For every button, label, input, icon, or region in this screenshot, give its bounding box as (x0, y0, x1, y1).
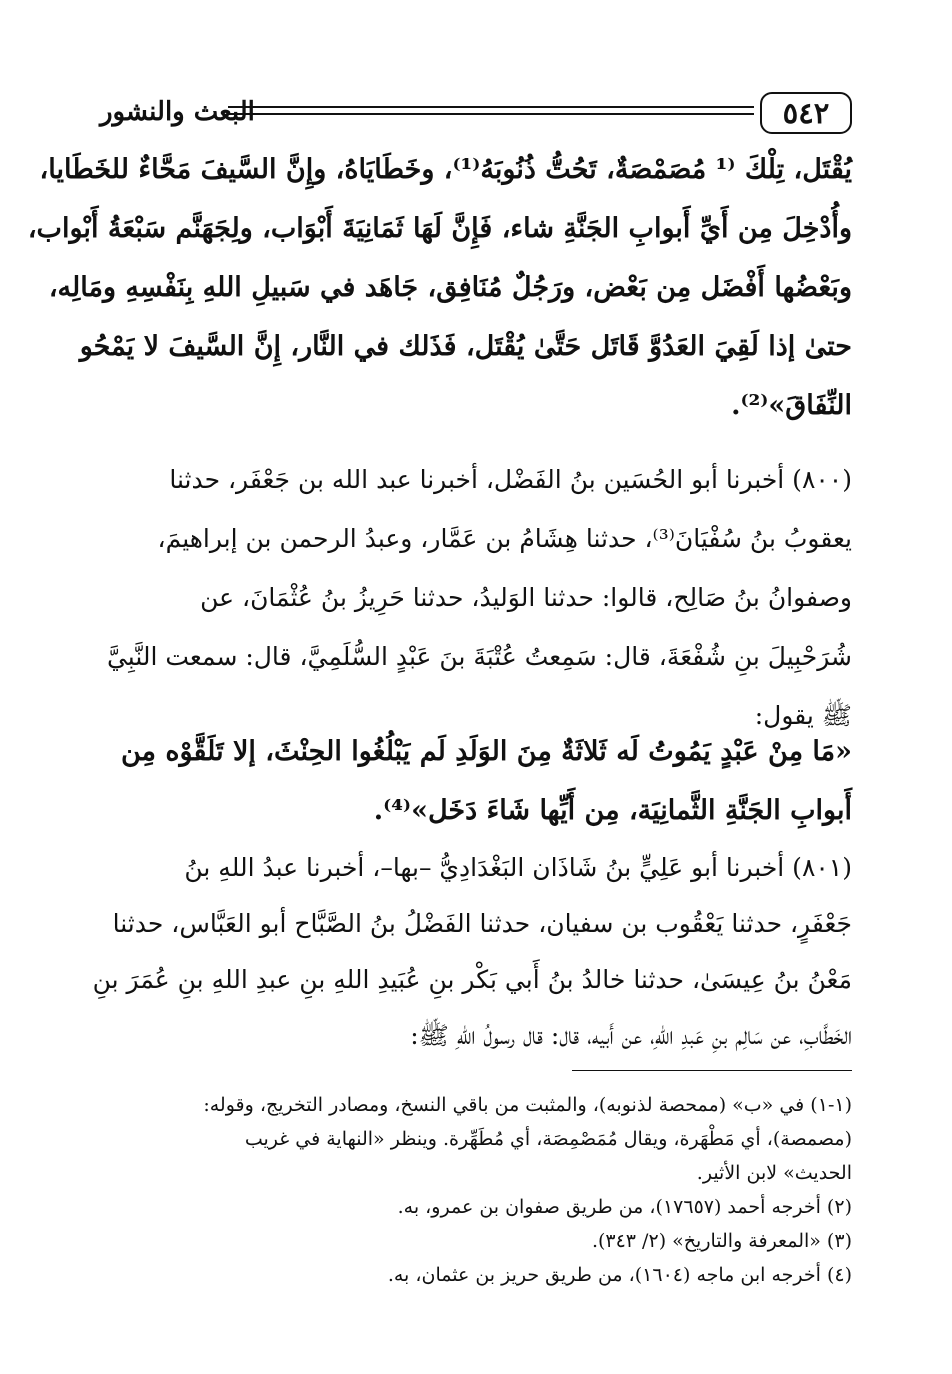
text-line: حتىٰ إذا لَقِيَ العَدُوَّ قَاتَل حَتَّىٰ يُقْتَل، فَذَلك في النَّار، إِنَّ السَّيفَ لا يَمْحُو (79, 331, 852, 362)
page-header (100, 92, 852, 136)
text-line: (٨٠١) أخبرنا أبو عَلِيٍّ بنُ شَاذَان البَغْدَادِيُّ –بها–، أخبرنا عبدُ اللهِ بنُ (184, 853, 852, 882)
text-line: يُقْتَل، تِلْكَ ⁽¹ مُصَمْصَةٌ، تَحُتُّ ذُنُوبَهُ⁽¹⁾، وخَطَايَاهُ، وإِنَّ السَّيفَ مَحَّاءٌ للخَطَايا، (39, 154, 852, 185)
paragraph-hadith-end (27, 140, 852, 435)
running-title: البعث والنشور (100, 97, 255, 127)
paragraph-hadith-800 (100, 722, 852, 840)
footnote-separator (572, 1070, 852, 1071)
footnote-line: (٣) «المعرفة والتاريخ» (٢/ ٣٤٣). (591, 1230, 852, 1252)
text-line: وأُدْخِلَ مِن أَيِّ أَبوابِ الجَنَّةِ شاء، فَإِنَّ لَهَا ثَمَانِيَةَ أَبْوَاب، ولِجَهَنَّم سَبْعَةُ أَبْواب، (27, 213, 852, 244)
text-line: (٨٠٠) أخبرنا أبو الحُسَين بنُ الفَضْل، أخبرنا عبد الله بن جَعْفَر، حدثنا (169, 465, 852, 494)
text-line: وصفوانُ بنُ صَالِح، قالوا: حدثنا الوَليدُ، حدثنا حَرِيزُ بنُ عُثْمَانَ، عن (200, 583, 852, 612)
header-rule (228, 106, 754, 115)
text-line: النِّفَاقَ»⁽²⁾. (731, 390, 852, 421)
text-line: «مَا مِنْ عَبْدٍ يَمُوتُ لَه ثَلاثَةٌ مِنَ الوَلَدِ لَم يَبْلُغُوا الحِنْثَ، إلا تَلَقَّوْه مِن (120, 736, 852, 767)
page-number: ٥٤٢ (760, 92, 852, 134)
footnote-line: الحديث» لابن الأثير. (696, 1162, 852, 1184)
footnote-line: (٢) أخرجه أحمد (١٧٦٥٧)، من طريق صفوان بن عمرو، به. (397, 1196, 852, 1218)
text-line: الخَطَّابِ، عن سَالِم بنِ عَبدِ اللهِ، عن أَبيه، قال: قال رسولُ اللهِ ﷺ: (410, 1021, 852, 1050)
paragraph-isnad-801 (92, 840, 852, 1064)
footnotes (100, 1088, 852, 1292)
text-line: يعقوبُ بنُ سُفْيَانَ⁽³⁾، حدثنا هِشَامُ بن عَمَّار، وعبدُ الرحمن بن إبراهيمَ، (157, 524, 852, 553)
footnote-line: (١-١) في «ب» (ممحصة لذنوبه)، والمثبت من باقي النسخ، ومصادر التخريج، وقوله: (203, 1094, 852, 1116)
text-line: أَبوابِ الجَنَّةِ الثَّمانِيَة، مِن أَيِّها شَاءَ دَخَل»⁽⁴⁾. (373, 795, 852, 826)
footnote-line: (٤) أخرجه ابن ماجه (١٦٠٤)، من طريق حريز بن عثمان، به. (387, 1264, 852, 1286)
text-line: جَعْفَرٍ، حدثنا يَعْقُوب بن سفيان، حدثنا الفَضْلُ بنُ الصَّبَّاح أبو العَبَّاس، حدثنا (112, 909, 852, 938)
text-line: ﷺ يقول: (754, 701, 852, 730)
text-line: شُرَحْبِيلَ بنِ شُفْعَةَ، قال: سَمِعتُ عُتْبَةَ بنَ عَبْدٍ السُّلَمِيَّ، قال: سمعت النَّبِيَّ (106, 642, 852, 671)
text-line: وبَعْضُها أَفْضَل مِن بَعْض، ورَجُلٌ مُنَافِق، جَاهَد في سَبيلِ اللهِ بِنَفْسِهِ ومَالِه، (48, 272, 852, 303)
footnote-line: (مصمصة)، أي مَطْهَرة، ويقال مُمَصْمِصَة، أي مُطَهِّرة. وينظر «النهاية في غريب (244, 1128, 852, 1150)
text-line: مَعْنُ بنُ عِيسَىٰ، حدثنا خالدُ بنُ أَبي بَكْر بنِ عُبَيدِ اللهِ بنِ عبدِ اللهِ بنِ عُمَرَ بنِ (92, 965, 852, 994)
paragraph-isnad-800 (100, 450, 852, 745)
